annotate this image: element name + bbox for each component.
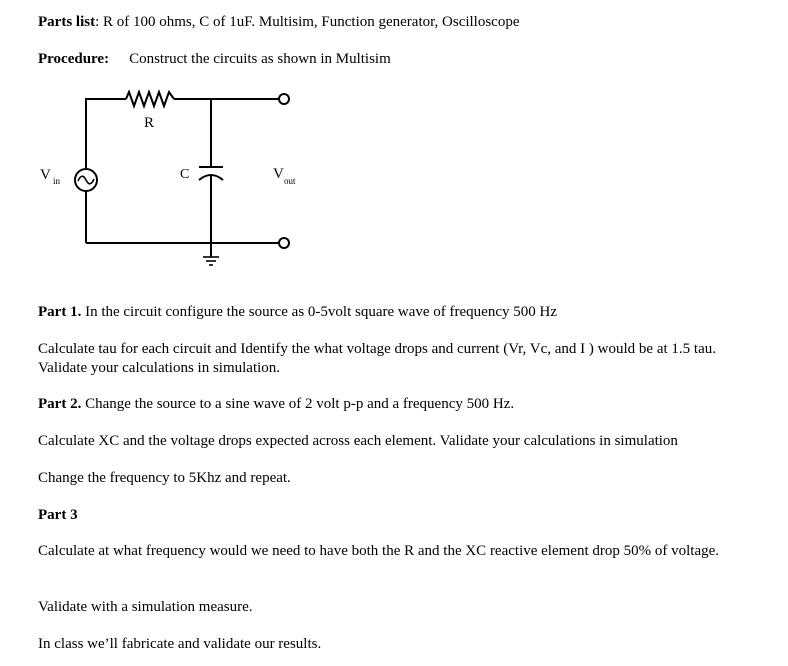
capacitor-label: C	[180, 167, 190, 182]
part2-label: Part 2.	[38, 396, 82, 412]
ground-icon	[203, 257, 219, 265]
part3-validate-paragraph: Validate with a simulation measure.	[38, 599, 253, 615]
wire-top-left	[86, 99, 126, 170]
part1-calc-paragraph: Calculate tau for each circuit and Identify the what voltage drops and current (Vr, Vc, and I ) would be at 1.5 tau. Validate your calculations in simulation.	[38, 341, 716, 376]
part1-text: In the circuit configure the source as 0-5volt square wave of frequency 500 Hz	[81, 304, 557, 320]
parts-list-label: Parts list	[38, 14, 96, 30]
part3-heading	[38, 506, 78, 524]
part3-label: Part 3	[38, 507, 78, 523]
resistor-label: R	[144, 115, 155, 131]
part2-repeat-paragraph: Change the frequency to 5Khz and repeat.	[38, 470, 291, 486]
class-note-paragraph: In class we’ll fabricate and validate our results.	[38, 636, 322, 652]
vout-label: V	[273, 166, 284, 182]
output-terminal-top-icon	[279, 94, 289, 104]
vin-subscript: in	[53, 176, 61, 186]
part1-label: Part 1.	[38, 304, 82, 320]
part2-heading-line	[38, 395, 514, 413]
parts-list-text: : R of 100 ohms, C of 1uF. Multisim, Function generator, Oscilloscope	[95, 14, 520, 30]
vin-label: V	[40, 167, 51, 183]
part2-calc-paragraph: Calculate XC and the voltage drops expected across each element. Validate your calculations in simulation	[38, 433, 678, 449]
vout-subscript: out	[284, 176, 296, 186]
output-terminal-bottom-icon	[279, 238, 289, 248]
part2-text: Change the source to a sine wave of 2 volt p-p and a frequency 500 Hz.	[81, 396, 515, 412]
procedure-text: Construct the circuits as shown in Multisim	[129, 51, 391, 67]
part1-heading-line	[38, 303, 557, 321]
part3-calc-paragraph: Calculate at what frequency would we need to have both the R and the XC reactive element drop 50% of voltage.	[38, 543, 720, 559]
procedure-label: Procedure:	[38, 51, 110, 67]
resistor-symbol	[126, 92, 174, 106]
